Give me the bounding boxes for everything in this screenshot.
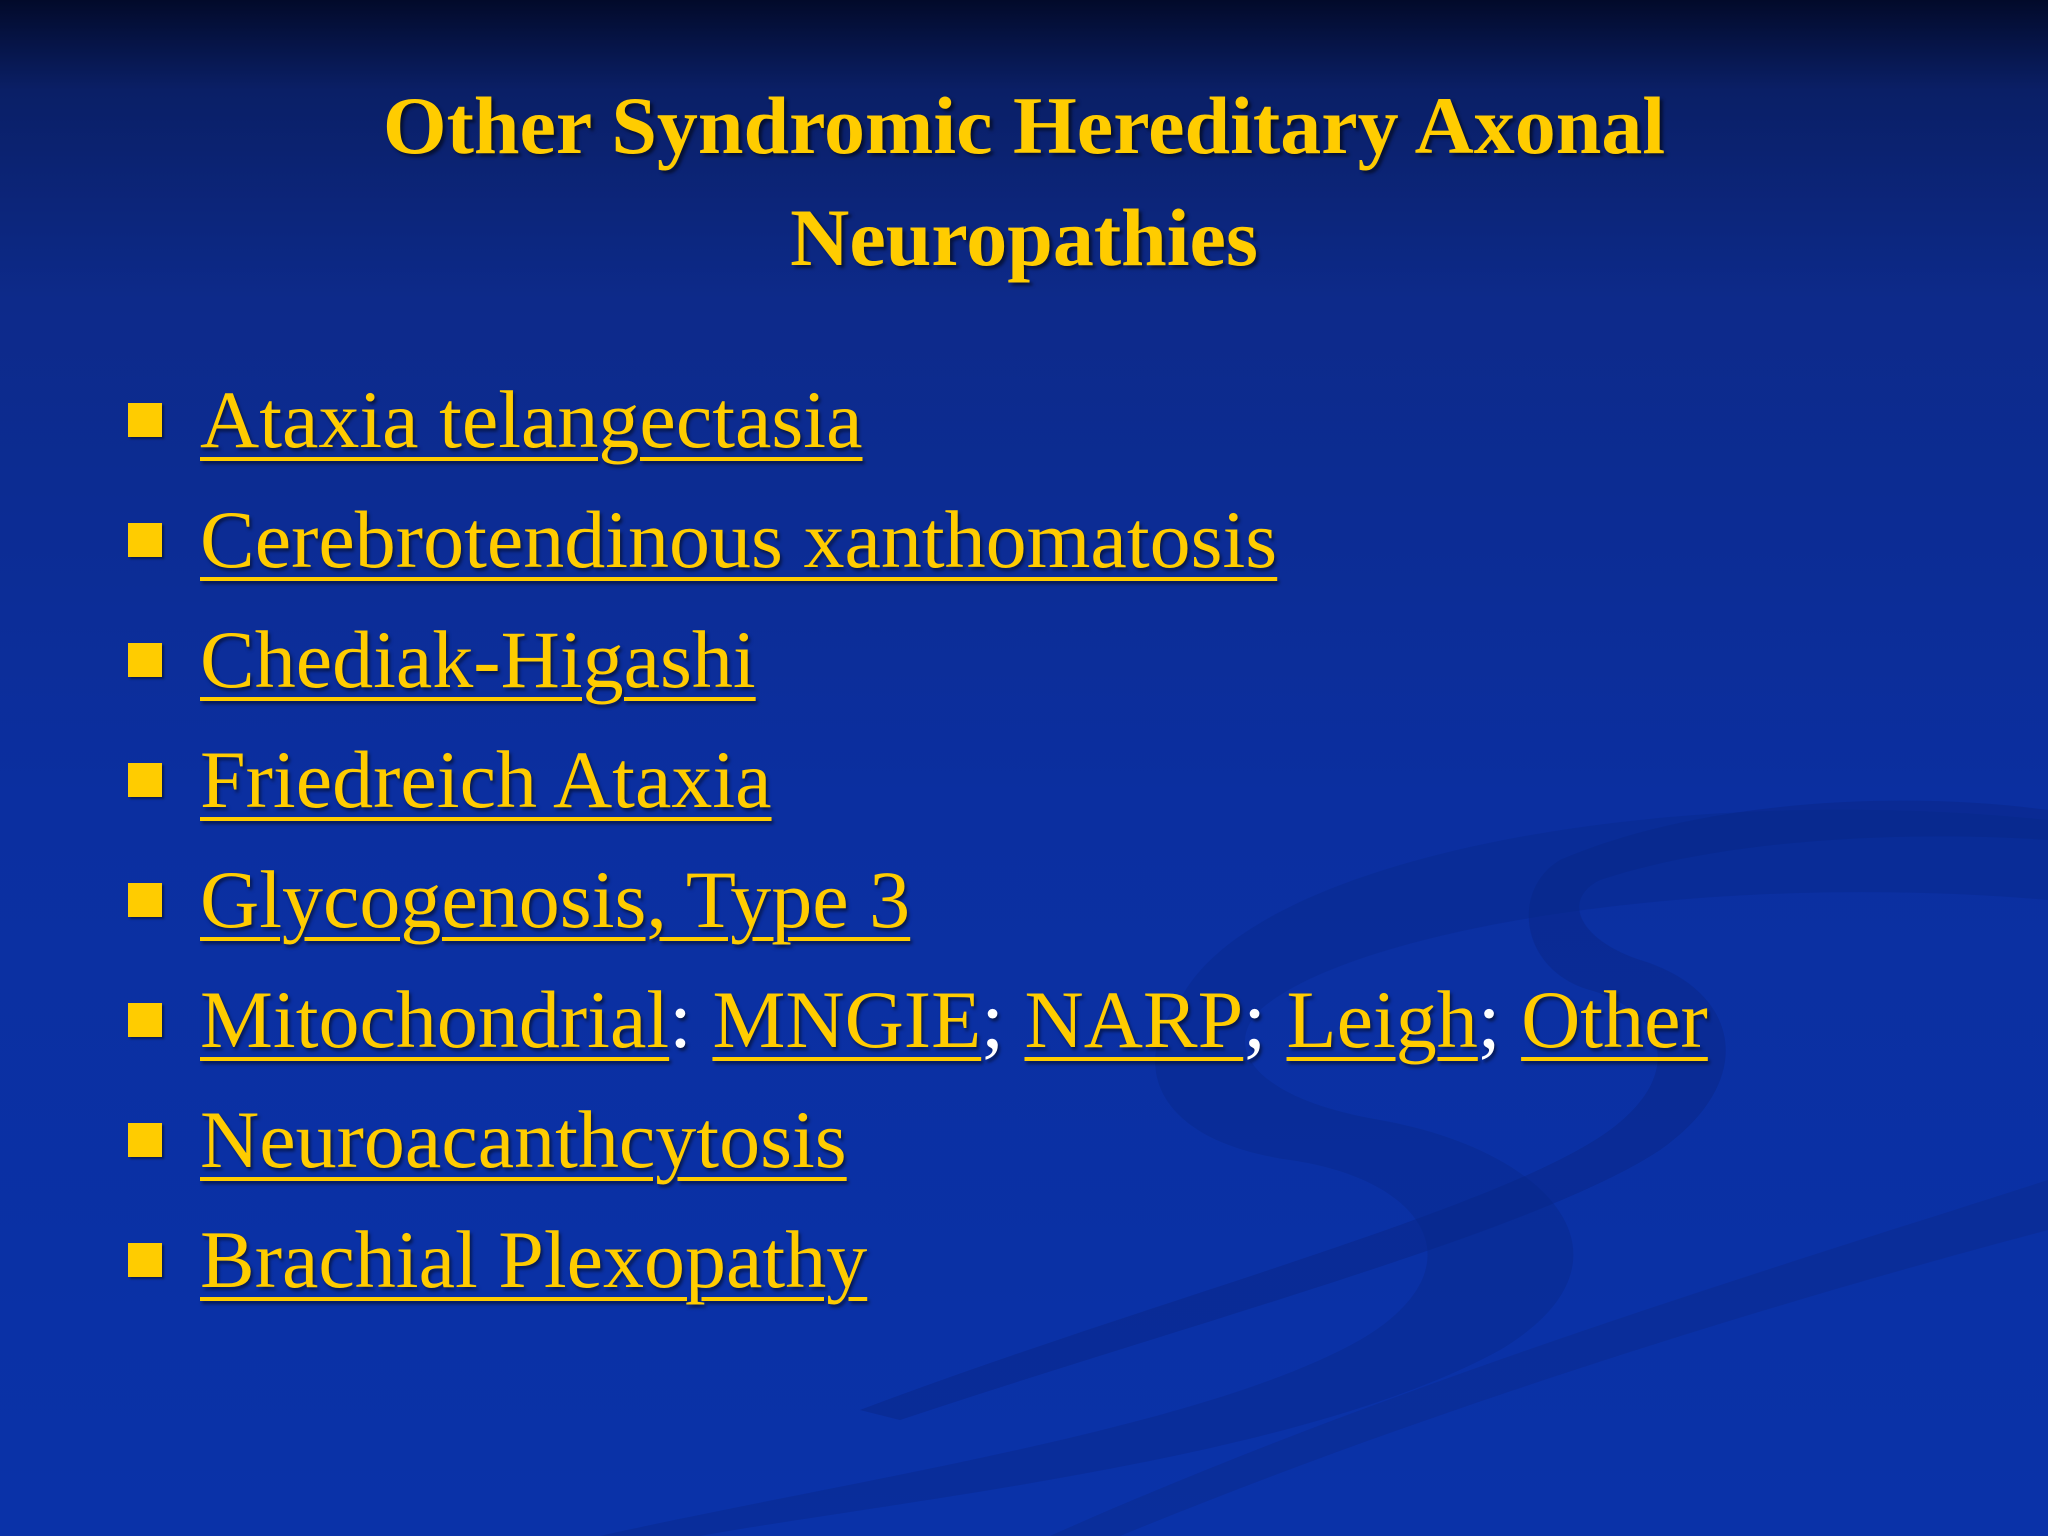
separator: ;	[981, 974, 1025, 1065]
link-mitochondrial[interactable]: Mitochondrial	[200, 974, 670, 1065]
slide-title-line-1: Other Syndromic Hereditary Axonal	[382, 80, 1666, 171]
square-bullet-icon	[128, 763, 162, 797]
square-bullet-icon	[128, 1003, 162, 1037]
list-item	[128, 1080, 1708, 1200]
separator: ;	[1477, 974, 1522, 1065]
link-chediak-higashi[interactable]: Chediak-Higashi	[200, 614, 756, 705]
link-other[interactable]: Other	[1521, 974, 1708, 1065]
square-bullet-icon	[128, 523, 162, 557]
square-bullet-icon	[128, 883, 162, 917]
list-item	[128, 1200, 1708, 1320]
list-item	[128, 720, 1708, 840]
list-item	[128, 840, 1708, 960]
list-item	[128, 360, 1708, 480]
link-neuroacanthcytosis[interactable]: Neuroacanthcytosis	[200, 1094, 847, 1185]
link-friedreich-ataxia[interactable]: Friedreich Ataxia	[200, 734, 772, 825]
list-item	[128, 480, 1708, 600]
link-glycogenosis-type-3[interactable]: Glycogenosis, Type 3	[200, 854, 911, 945]
slide-title	[0, 70, 2048, 294]
list-item	[128, 600, 1708, 720]
list-item	[128, 960, 1708, 1080]
link-brachial-plexopathy[interactable]: Brachial Plexopathy	[200, 1214, 868, 1305]
square-bullet-icon	[128, 1123, 162, 1157]
separator: ;	[1243, 974, 1287, 1065]
link-mngie[interactable]: MNGIE	[712, 974, 982, 1065]
link-ataxia-telangectasia[interactable]: Ataxia telangectasia	[200, 374, 863, 465]
bullet-list	[128, 360, 1708, 1320]
square-bullet-icon	[128, 1243, 162, 1277]
link-cerebrotendinous-xanthomatosis[interactable]: Cerebrotendinous xanthomatosis	[200, 494, 1278, 585]
link-leigh[interactable]: Leigh	[1286, 974, 1478, 1065]
link-narp[interactable]: NARP	[1024, 974, 1244, 1065]
separator: :	[669, 974, 713, 1065]
square-bullet-icon	[128, 643, 162, 677]
square-bullet-icon	[128, 403, 162, 437]
slide-title-line-2: Neuropathies	[790, 192, 1258, 283]
